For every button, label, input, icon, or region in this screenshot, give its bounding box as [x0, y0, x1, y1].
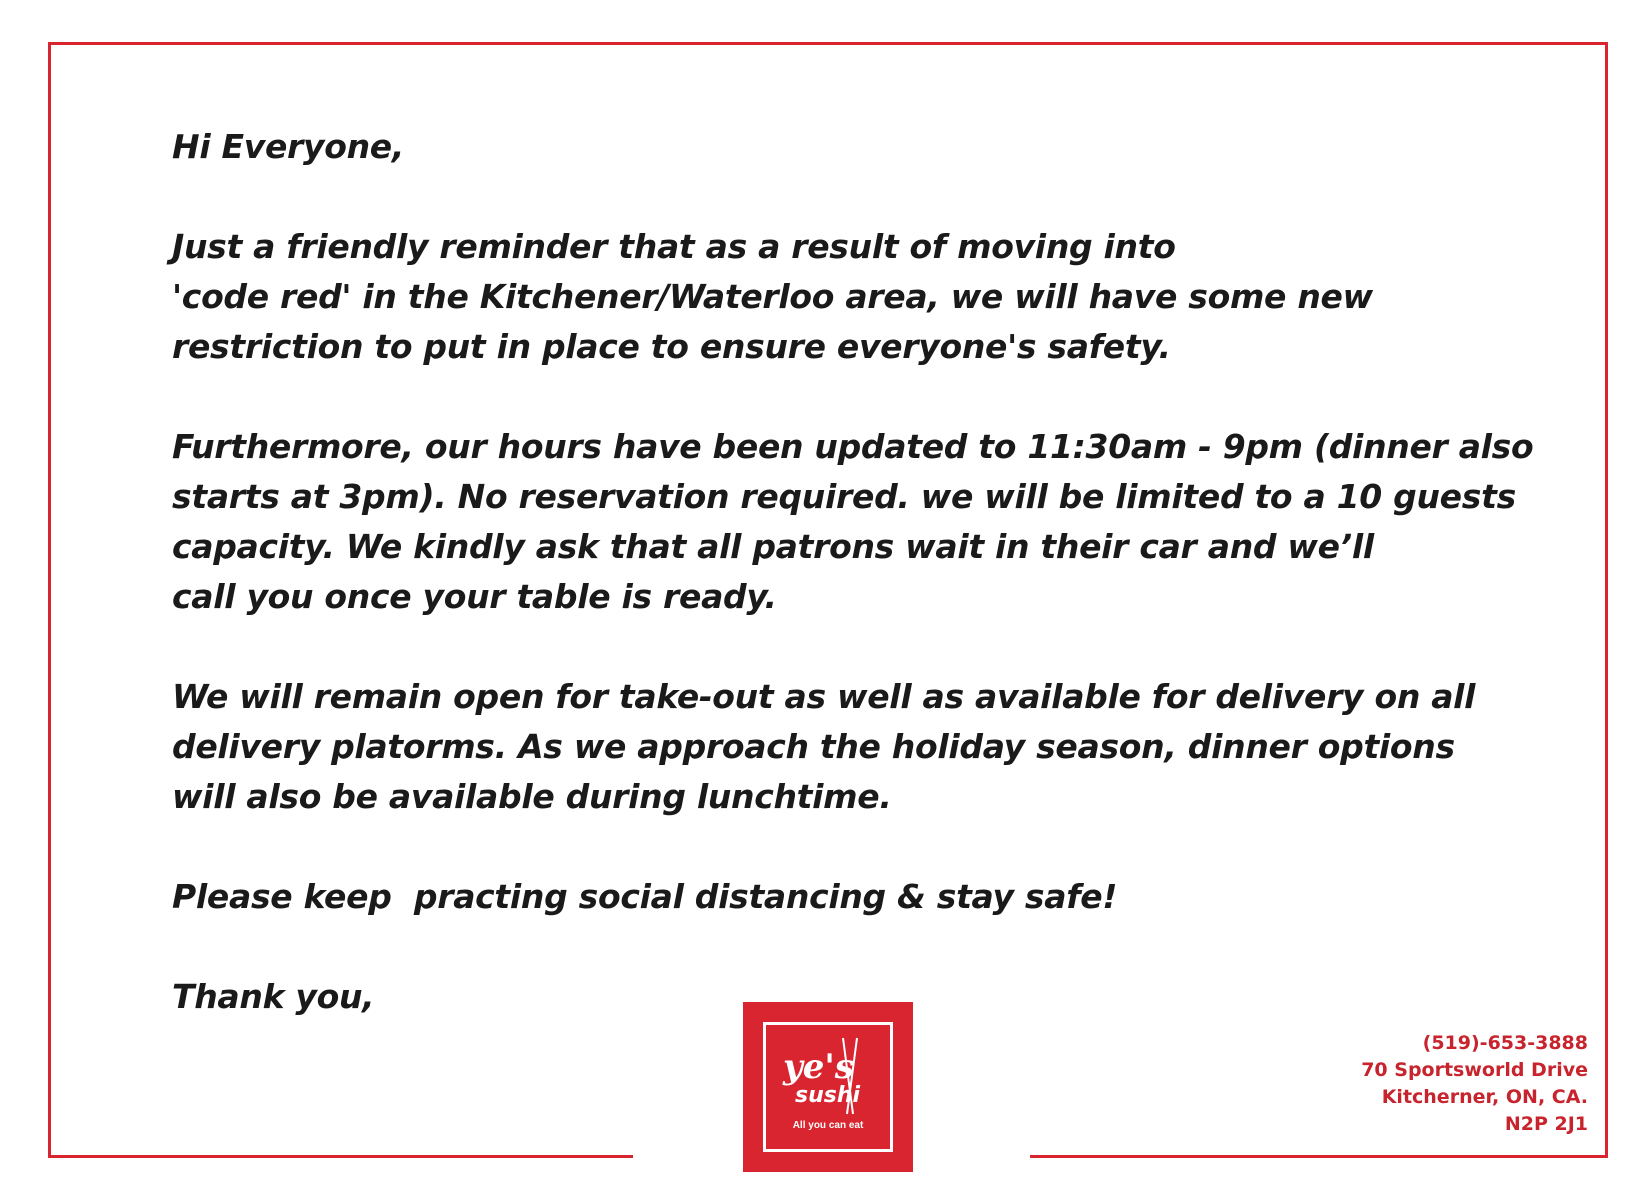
letter-paragraph-3 [172, 672, 1552, 822]
letter-line: Furthermore, our hours have been updated to 11:30am - 9pm (dinner also [172, 427, 1534, 466]
frame-border-right [1605, 42, 1608, 1158]
chopsticks-icon [743, 1002, 913, 1172]
svg-text:sushi: sushi [795, 1083, 861, 1108]
letter-line: call you once your table is ready. [172, 577, 777, 616]
logo-tagline: All you can eat [792, 1120, 864, 1131]
letter-closing: Thank you, [172, 977, 375, 1016]
letter-line: Please keep practing social distancing & stay safe! [172, 877, 1118, 916]
letter-line: capacity. We kindly ask that all patrons wait in their car and we’ll [172, 527, 1374, 566]
contact-info [1361, 1030, 1588, 1138]
contact-street: 70 Sportsworld Drive [1361, 1059, 1588, 1081]
svg-text:ye's: ye's [783, 1047, 854, 1087]
letter-line: 'code red' in the Kitchener/Waterloo area, we will have some new [172, 277, 1373, 316]
letter-line: starts at 3pm). No reservation required. we will be limited to a 10 guests [172, 477, 1516, 516]
letter-paragraph-1 [172, 222, 1552, 372]
letter-body [172, 122, 1552, 1072]
contact-city: Kitcherner, ON, CA. [1381, 1086, 1588, 1108]
letter-line: will also be available during lunchtime. [172, 777, 892, 816]
letter-line: delivery platorms. As we approach the holiday season, dinner options [172, 727, 1455, 766]
letter-line: We will remain open for take-out as well as available for delivery on all [172, 677, 1476, 716]
letter-line: restriction to put in place to ensure everyone's safety. [172, 327, 1171, 366]
letter-greeting: Hi Everyone, [172, 127, 405, 166]
frame-border-bottom-left [48, 1155, 633, 1158]
frame-border-left [48, 42, 51, 1158]
brand-logo [743, 1002, 913, 1172]
letter-line: Just a friendly reminder that as a result of moving into [172, 227, 1176, 266]
frame-border-top [48, 42, 1608, 45]
letter-paragraph-2 [172, 422, 1552, 622]
contact-postal: N2P 2J1 [1504, 1113, 1588, 1135]
letter-paragraph-4 [172, 872, 1552, 922]
frame-border-bottom-right [1030, 1155, 1608, 1158]
contact-phone: (519)-653-3888 [1422, 1032, 1588, 1054]
